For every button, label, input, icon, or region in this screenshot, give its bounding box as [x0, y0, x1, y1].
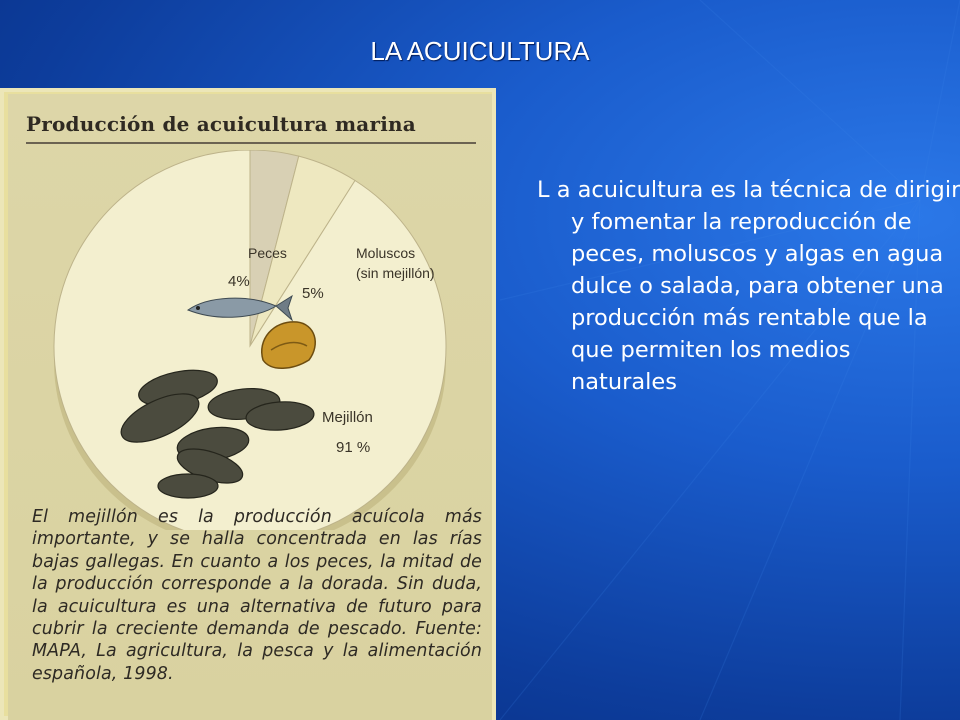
value-peces: 4% — [228, 273, 250, 290]
figure-heading: Producción de acuicultura marina — [26, 112, 416, 136]
heading-rule — [26, 142, 476, 144]
label-mejillon: Mejillón — [322, 409, 373, 426]
label-moluscos-2: (sin mejillón) — [356, 265, 435, 281]
textbook-page — [8, 94, 492, 720]
label-peces: Peces — [248, 245, 287, 261]
label-moluscos-1: Moluscos — [356, 245, 416, 261]
pie-slice-2 — [54, 150, 446, 530]
value-mejillon: 91 % — [336, 439, 371, 456]
textbook-figure — [0, 88, 496, 720]
figure-caption: El mejillón es la producción acuícola más importante, y se halla concentrada en las rías bajas gallegas. En cuanto a los peces, la mitad de la producción corresponde a la dorada. Sin duda, la acuicultura es una alternativa de futuro para cubrir la creciente demanda de pescado. Fuente: MAPA, La agricultura, la pesca y la alimentación española, 1998. — [32, 507, 482, 684]
slide-body-text: L a acuicultura es la técnica de dirigir y fomentar la reproducción de peces, moluscos y algas en agua dulce o salada, para obtener una producción más rentable que la que permiten los medios naturales — [537, 177, 960, 395]
slide-title: LA ACUICULTURA — [370, 36, 590, 66]
value-moluscos: 5% — [302, 285, 324, 302]
pie-chart — [38, 150, 468, 530]
